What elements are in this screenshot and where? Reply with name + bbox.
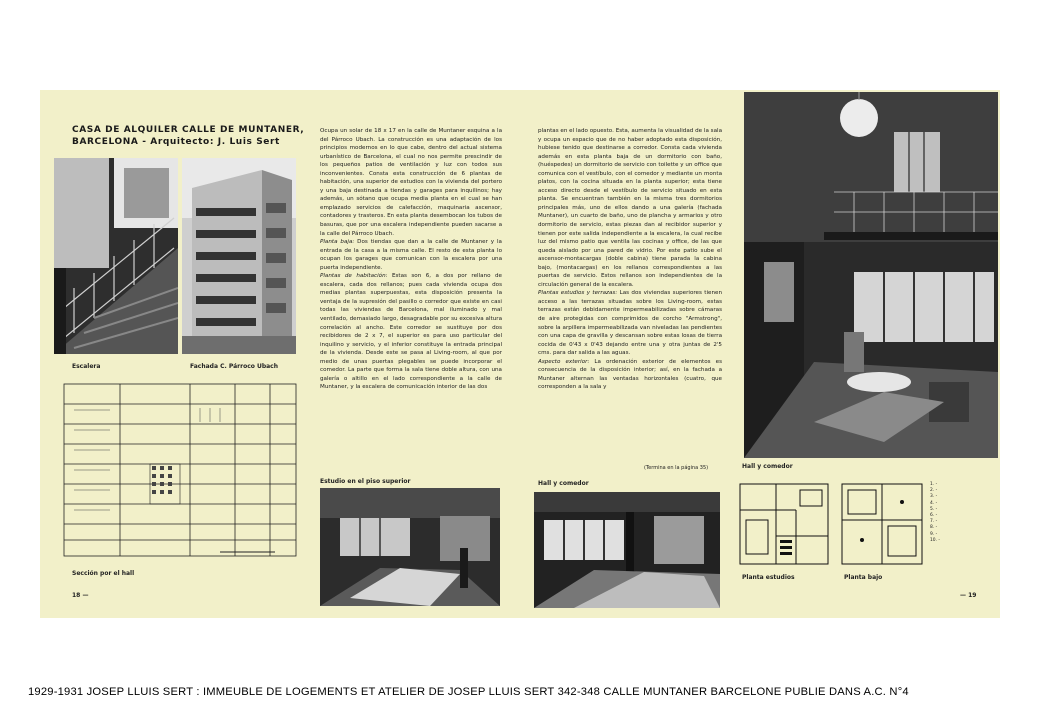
legend-item: 8. -	[930, 525, 938, 531]
col1-text-2: Dos tiendas que dan a la calle de Muntaner y la entrada de la casa a la misma calle. El resto de esta planta lo ocupan los garages que comunican con la escalera por una puerta independiente.	[320, 239, 502, 271]
plan-bajo-drawing	[838, 480, 926, 572]
col2-paragraph-1: plantas en el lado opuesto. Esta, aumenta la visualidad de la sala y ocupa un espacio que de no haber adoptado esta disposición, hubiese tenido que destinarse a corredor. Consta cada vivienda además en esta planta baja de un dormitorio con baño, (huéspedes) un dormitorio de servicio con toilette y un office que comunica con el vestíbulo, con el comedor y mediante un monta platos, con la cocina situada en la planta superior; esta tiene acceso directo desde el vestíbulo de servicio situado en esta planta. Se encuentran también en la misma tres dormitorios principales más, uno de ellos dando a una galería (fachada Muntaner), un cuarto de baño, uno de plancha y armarios y otro dormitorio de servicio, estas piezas dan al recibidor superior y tienen por este salida independiente a la escalera, la cual recibe luz del mismo patio que ventila las cocinas y office, de las que queda aislado por una pared de vidrio. Por este patio sube el ascensor-montacargas (doble cabina) tiene parada la cabina bajo, (montacargas) en los rellanos correspondientes a las puertas de servicio. Estos rellanos son independientes de la circulación general de la escalera.	[538, 128, 722, 288]
studio-photo-drawing	[320, 488, 500, 606]
photo-fachada	[182, 158, 296, 354]
caption-seccion: Sección por el hall	[72, 570, 135, 577]
hall-large-drawing	[744, 92, 998, 458]
col1-text-3: Estas son 6, a dos por rellano de escalera, cada dos rellanos; pues cada vivienda ocupa dos medias plantas superpuestas, esta disposición presenta la ventaja de la supresión del pasillo o corredor que existe en casi todas las viviendas de Barcelona, mal iluminado y mal ventilado, demasiado largo, desagradable por su excesiva altura correlación al ancho. Este corredor se sustituye por dos recibidores de 2 x 7, el superior es para uso particular del inquilino y servicio, y el inferior constituye la entrada principal de la vivienda. Desde este se pasa al Living-room, al que por medio de unas puertas plegables se puede incorporar el comedor. La parte que forma la sala tiene doble altura, con una galería o altillo en el lado correspondiente a la calle de Muntaner, y la escalera de comunicación interior de las dos	[320, 273, 502, 391]
article-title	[72, 124, 304, 148]
caption-planta-estudios: Planta estudios	[742, 574, 795, 581]
legend-item: 1. -	[930, 482, 938, 487]
title-line-1: CASA DE ALQUILER CALLE DE MUNTANER,	[72, 125, 305, 135]
magazine-spread	[40, 90, 1000, 618]
col2-label-2: Plantas estudios y terrazas:	[538, 290, 618, 297]
col1-paragraph-1: Ocupa un solar de 18 x 17 en la calle de Muntaner esquina a la del Párroco Ubach. La construcción es una adaptación de los principios modernos en lo que cabe, dentro del actual sistema urbanístico de Barcelona, el cual no nos permite prescindir de los pequeños patios de ventilación y luz con todos sus inconvenientes. Consta esta construcción de 6 plantas de habitación, una superior de estudios con la vivienda del portero y una baja destinada a tiendas y garages para inquilinos; hay además, un sótano que ocupa media planta en el cual se han emplazado servicios de calefacción, maquinaria ascensor, contadores y trasteros. En esta planta desembocan los tubos de basuras, que por una escalera independiente pueden sacarse a la calle del Párroco Ubach.	[320, 128, 502, 237]
photo-hall-bottom	[534, 492, 720, 608]
col2-text-2: Las dos viviendas superiores tienen acceso a las terrazas situadas sobre los Living-room, estas terrazas están debidamente impermeabilizadas sobre cámaras de aire protegidas con comprimidos de corcho "Armstrong", sobre la arpillera impermeabilizada van niveladas las pendientes con una capa de gravilla y descansan sobre estas losas de tierra cocida de 0'43 x 0'43 dejando entre una y otra juntas de 2'5 cms. para dar salida a las aguas.	[538, 290, 722, 357]
legend-item: 5. -	[930, 506, 938, 512]
caption-escalera: Escalera	[72, 363, 101, 370]
col2-label-3: Aspecto exterior:	[538, 358, 590, 365]
col2-paragraph-2	[538, 289, 722, 357]
stair-photo-drawing	[54, 158, 178, 354]
caption-planta-bajo: Planta bajo	[844, 574, 883, 581]
text-column-1	[320, 127, 502, 471]
col2-paragraph-3	[538, 358, 722, 392]
caption-estudio: Estudio en el piso superior	[320, 478, 411, 485]
legend-item: 4. -	[930, 500, 938, 506]
col1-paragraph-2	[320, 238, 502, 272]
caption-fachada: Fachada C. Párroco Ubach	[190, 363, 279, 370]
section-drawing	[60, 380, 300, 565]
legend-item: 6. -	[930, 513, 938, 519]
plan-bajo	[838, 480, 926, 572]
legend-item: 3. -	[930, 494, 938, 500]
title-line-2: BARCELONA - Arquitecto: J. Luis Sert	[72, 137, 280, 147]
plan-estudios	[736, 480, 836, 572]
caption-hall-2: Hall y comedor	[742, 463, 793, 470]
page-number-left: 18 —	[72, 592, 89, 599]
photo-estudio	[320, 488, 500, 606]
legend-item: 2. -	[930, 488, 938, 494]
plan-estudios-drawing	[736, 480, 836, 572]
col1-paragraph-3	[320, 272, 502, 392]
col2-text-3: La ordenación exterior de elementos es consecuencia de la disposición interior; así, en la fachada a Muntaner alternan las ventadas horizontales (cuatro, que corresponden a la sala y	[538, 358, 722, 391]
col1-label-3: Plantas de habitación:	[320, 273, 388, 280]
caption-termina: (Termina en la página 35)	[644, 465, 709, 471]
photo-hall-large	[744, 92, 998, 458]
caption-hall-1: Hall y comedor	[538, 480, 589, 487]
drawing-seccion	[60, 380, 300, 565]
legend-item: 10. -	[930, 537, 940, 543]
legend-item: 7. -	[930, 519, 938, 525]
hall-bottom-drawing	[534, 492, 720, 608]
bottom-caption: 1929-1931 JOSEP LLUIS SERT : IMMEUBLE DE LOGEMENTS ET ATELIER DE JOSEP LLUIS SERT 342-348 CALLE MUNTANER BARCELONE PUBLIE DANS A.C. N°4	[28, 686, 909, 698]
text-column-2	[538, 127, 722, 463]
page-number-right: — 19	[960, 592, 977, 599]
facade-photo-drawing	[182, 158, 296, 354]
plan-legend	[930, 482, 994, 544]
photo-escalera	[54, 158, 178, 354]
legend-item: 9. -	[930, 531, 938, 537]
col1-label-2: Planta baja:	[320, 239, 355, 246]
